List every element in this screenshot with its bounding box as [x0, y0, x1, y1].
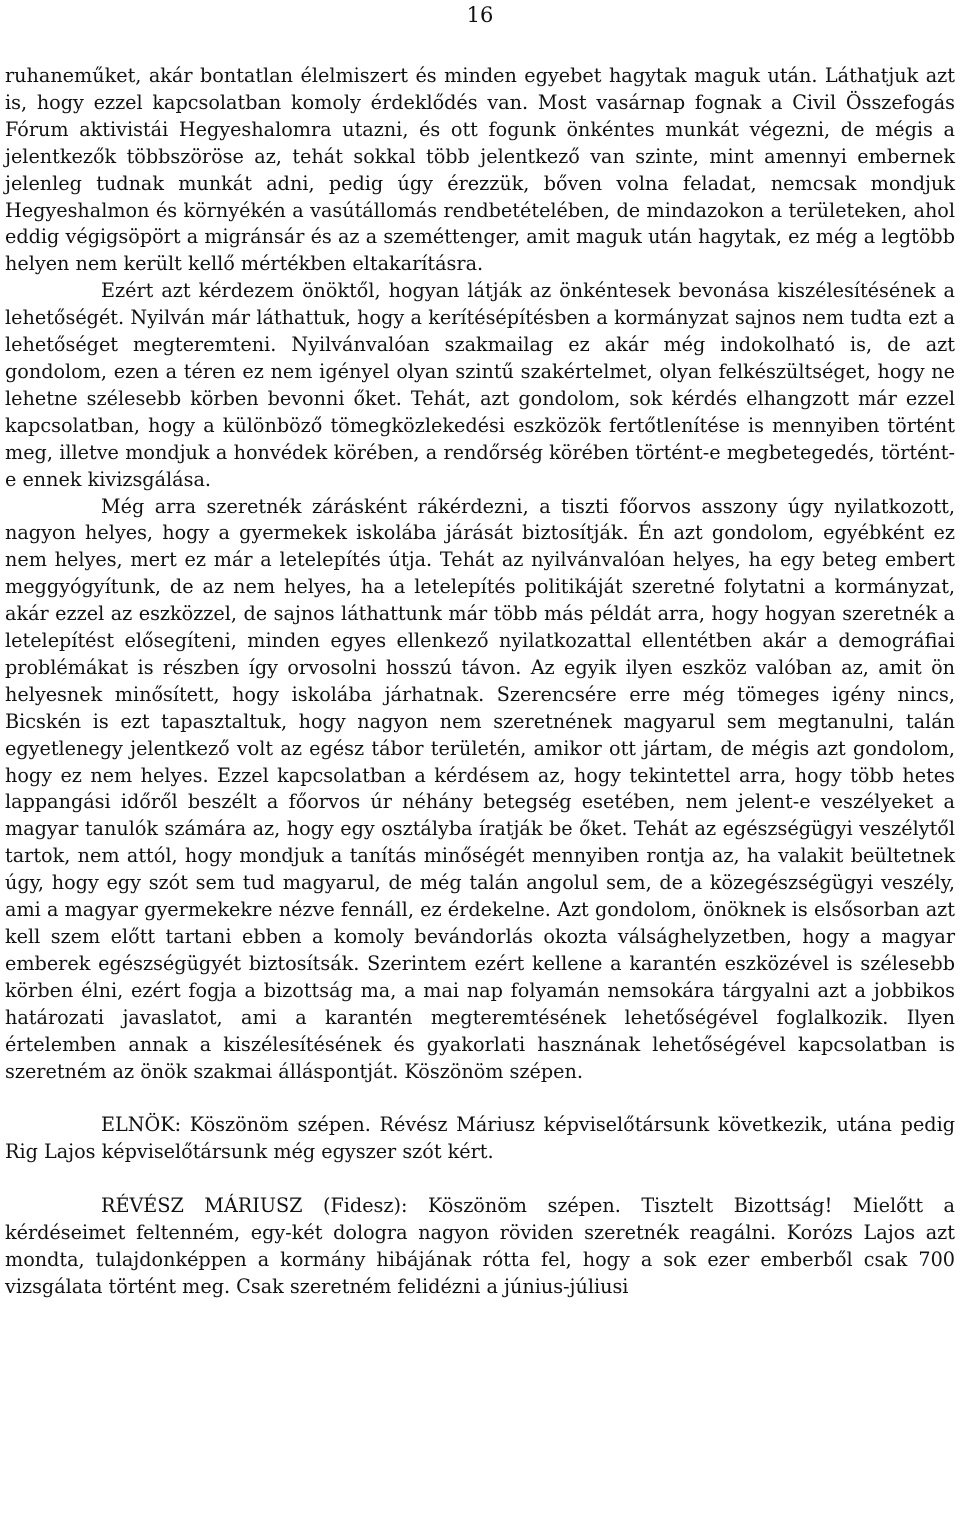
paragraph-schooling-question: Még arra szeretnék zárásként rákérdezni, a tiszti főorvos asszony úgy nyilatkozott, nagyon helyes, hogy a gyermekek iskolába járását biztosítják. Én azt gondolom, egyébként ez nem helyes, mert ez már a letelepítés útja. Tehát az nyilvánvalóan helyes, ha egy beteg embert meggyógyítunk, de az nem helyes, ha a letelepítés politikáját szeretné folytatni a kormányzat, akár ezzel az eszközzel, de sajnos láthattunk már több más példát arra, hogy hogyan szeretnék a letelepítést elősegíteni, minden egyes ellenkező nyilatkozattal ellentétben akár a demográfiai problémákat is részben így orvosolni hosszú távon. Az egyik ilyen eszköz valóban az, amit ön helyesnek minősített, hogy iskolába járhatnak. Szerencsére erre még tömeges igény nincs, Bicskén is ezt tapasztaltuk, hogy nagyon nem szeretnének magyarul sem megtanulni, talán egyetlenegy jelentkező volt az egész tábor területén, amikor ott jártam, de mégis azt gondolom, hogy ez nem helyes. Ezzel kapcsolatban a kérdésem az, hogy tekintettel arra, hogy több hetes lappangási időről beszélt a főorvos úr néhány betegség esetében, nem jelent-e veszélyeket a magyar tanulók számára az, hogy egy osztályba íratják be őket. Tehát az egészségügyi veszélytől tartok, nem attól, hogy mondjuk a tanítás minőségét mennyiben rontja az, ha valakit beültetnek úgy, hogy egy szót sem tud magyarul, de még talán angolul sem, de a közegészségügyi veszély, ami a magyar gyermekekre nézve fennáll, ez érdekelne. Azt gondolom, önöknek is elsősorban azt kell szem előtt tartani ebben a komoly bevándorlás okozta válsághelyzetben, hogy a magyar emberek egészségügyét biztosítsák. Szerintem ezért kellene a karantén eszközével is szélesebb körben élni, ezért fogja a bizottság ma, a mai nap folyamán nemsokára tárgyalni azt a jobbikos határozati javaslatot, ami a karantén megteremtésének lehetőségével foglalkozik. Ilyen értelemben annak a kiszélesítésének és gyakorlati hasznának lehetőségével kapcsolatban is szeretném az önök szakmai álláspontját. Köszönöm szépen. — [5, 494, 955, 1083]
page-number: 16 — [466, 3, 494, 27]
paragraph-chair-remark: ELNÖK: Köszönöm szépen. Révész Máriusz képviselőtársunk következik, utána pedig Rig Lajos képviselőtársunk még egyszer szót kért. — [5, 1113, 955, 1164]
paragraph-continuation: ruhaneműket, akár bontatlan élelmiszert és minden egyebet hagytak maguk után. Láthatjuk azt is, hogy ezzel kapcsolatban komoly érdeklődés van. Most vasárnap fognak a Civil Összefogás Fórum aktivistái Hegyeshalomra utazni, és ott fogunk önkéntes munkát végezni, de mégis a jelentkezők többszöröse az, tehát sokkal több jelentkező van szinte, mint amennyi embernek jelenleg tudnak munkát adni, pedig úgy érezzük, bőven volna feladat, nemcsak mondjuk Hegyeshalmon és környékén a vasútállomás rendbetételében, de mindazokon a területeken, ahol eddig végigsöpört a migránsár és az a szeméttenger, amit maguk után hagytak, ez még a legtöbb helyen nem került kellő mértékben eltakarításra. — [5, 64, 955, 276]
paragraph-revesz-remark: RÉVÉSZ MÁRIUSZ (Fidesz): Köszönöm szépen. Tisztelt Bizottság! Mielőtt a kérdéseimet feltenném, egy-két dologra nagyon röviden szeretnék reagálni. Korózs Lajos azt mondta, tulajdonképpen a kormány hibájának rótta fel, hogy a sok ezer emberből csak 700 vizsgálata történt meg. Csak szeretném felidézni a június-júliusi — [5, 1194, 955, 1298]
body-text — [5, 63, 955, 1301]
paragraph-volunteers-question: Ezért azt kérdezem önöktől, hogyan látják az önkéntesek bevonása kiszélesítésének a lehetőségét. Nyilván már láthattuk, hogy a kerítésépítésben a kormányzat sajnos nem tudta ezt a lehetőséget megteremteni. Nyilvánvalóan szakmailag ez akár még indokolható is, de azt gondolom, ezen a téren ez nem igényel olyan szintű szakértelmet, olyan felkészültséget, hogy ne lehetne szélesebb körben bevonni őket. Tehát, azt gondolom, sok kérdés elhangzott már ezzel kapcsolatban, hogy a különböző tömegközlekedési eszközök fertőtlenítése is mennyiben történt meg, illetve mondjuk a honvédek körében, a rendőrség körében történt-e megbetegedés, történt-e ennek kivizsgálása. — [5, 279, 955, 491]
